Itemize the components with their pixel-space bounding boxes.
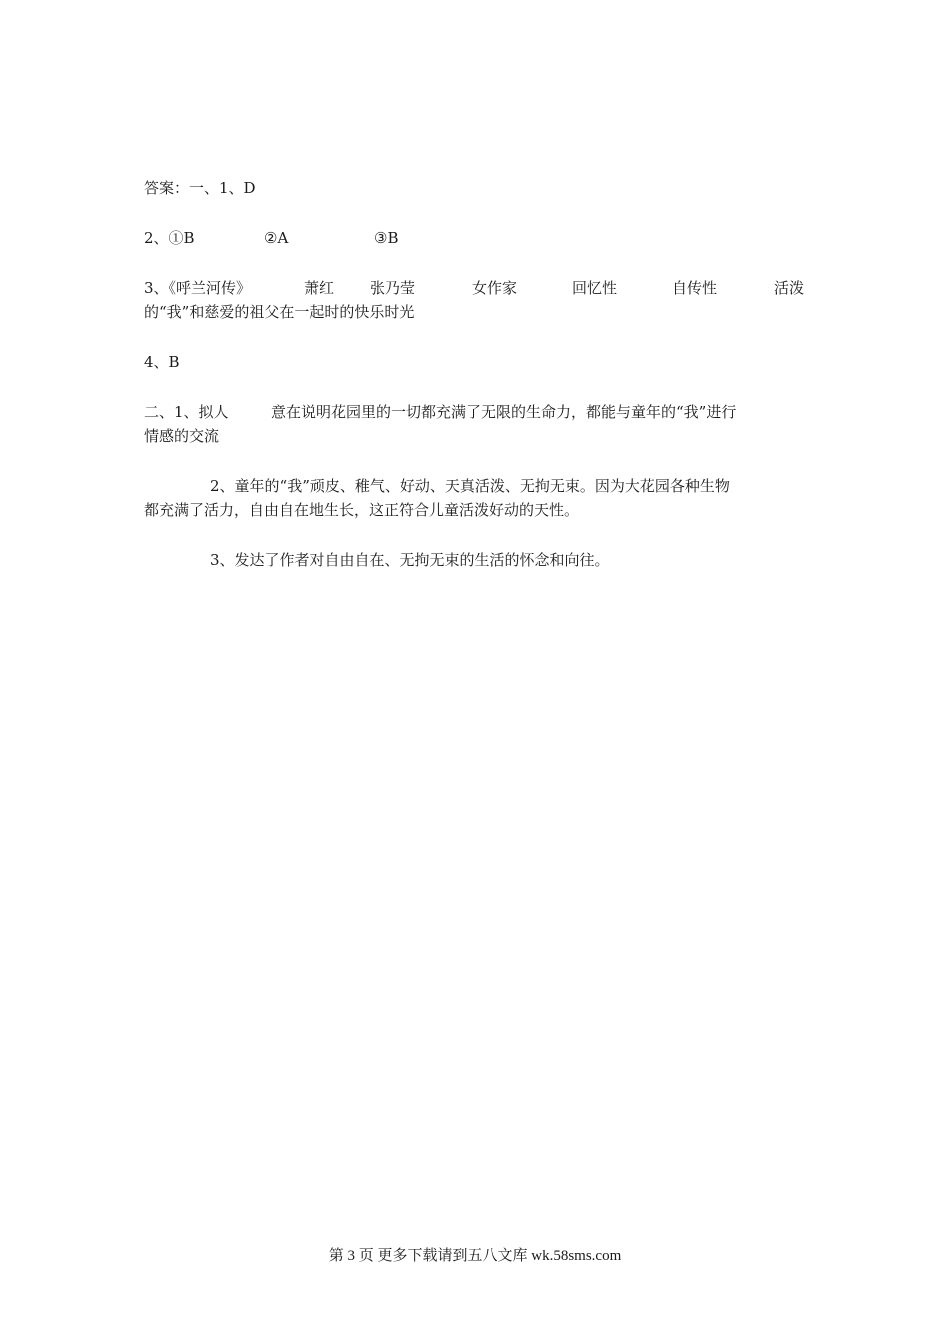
answer-3-6: 自传性	[672, 279, 718, 297]
part2-q1-cont: 情感的交流	[144, 427, 220, 445]
answer-3-1: 3、《呼兰河传》	[144, 279, 252, 297]
answer-line-4: 4、B	[144, 353, 180, 371]
answer-2-1: 2、①B	[144, 229, 195, 247]
part2-q1-label: 二、1、拟人	[144, 403, 229, 421]
part2-q1-text: 意在说明花园里的一切都充满了无限的生命力，都能与童年的“我”进行	[271, 403, 737, 421]
answer-3-7: 活泼	[774, 279, 805, 297]
answer-line-3	[144, 276, 806, 300]
answer-3-4: 女作家	[472, 279, 518, 297]
page-footer: 第 3 页 更多下载请到五八文库 wk.58sms.com	[328, 1248, 622, 1264]
answer-line-2	[144, 226, 806, 250]
part2-q2-line1: 2、童年的“我”顽皮、稚气、好动、天真活泼、无拘无束。因为大花园各种生物	[210, 477, 730, 495]
part2-q3: 3、发达了作者对自由自在、无拘无束的生活的怀念和向往。	[210, 551, 610, 569]
answer-2-2: ②A	[264, 229, 289, 247]
part2-q2-line2: 都充满了活力，自由自在地生长，这正符合儿童活泼好动的天性。	[144, 501, 580, 519]
answer-line-3-cont: 的“我”和慈爱的祖父在一起时的快乐时光	[144, 303, 415, 321]
answer-line-1: 答案：一、1、D	[144, 179, 256, 197]
part2-q1	[144, 400, 806, 424]
answer-3-3: 张乃莹	[370, 279, 416, 297]
answer-3-2: 萧红	[304, 279, 335, 297]
answer-2-3: ③B	[374, 229, 399, 247]
answer-3-5: 回忆性	[572, 279, 618, 297]
